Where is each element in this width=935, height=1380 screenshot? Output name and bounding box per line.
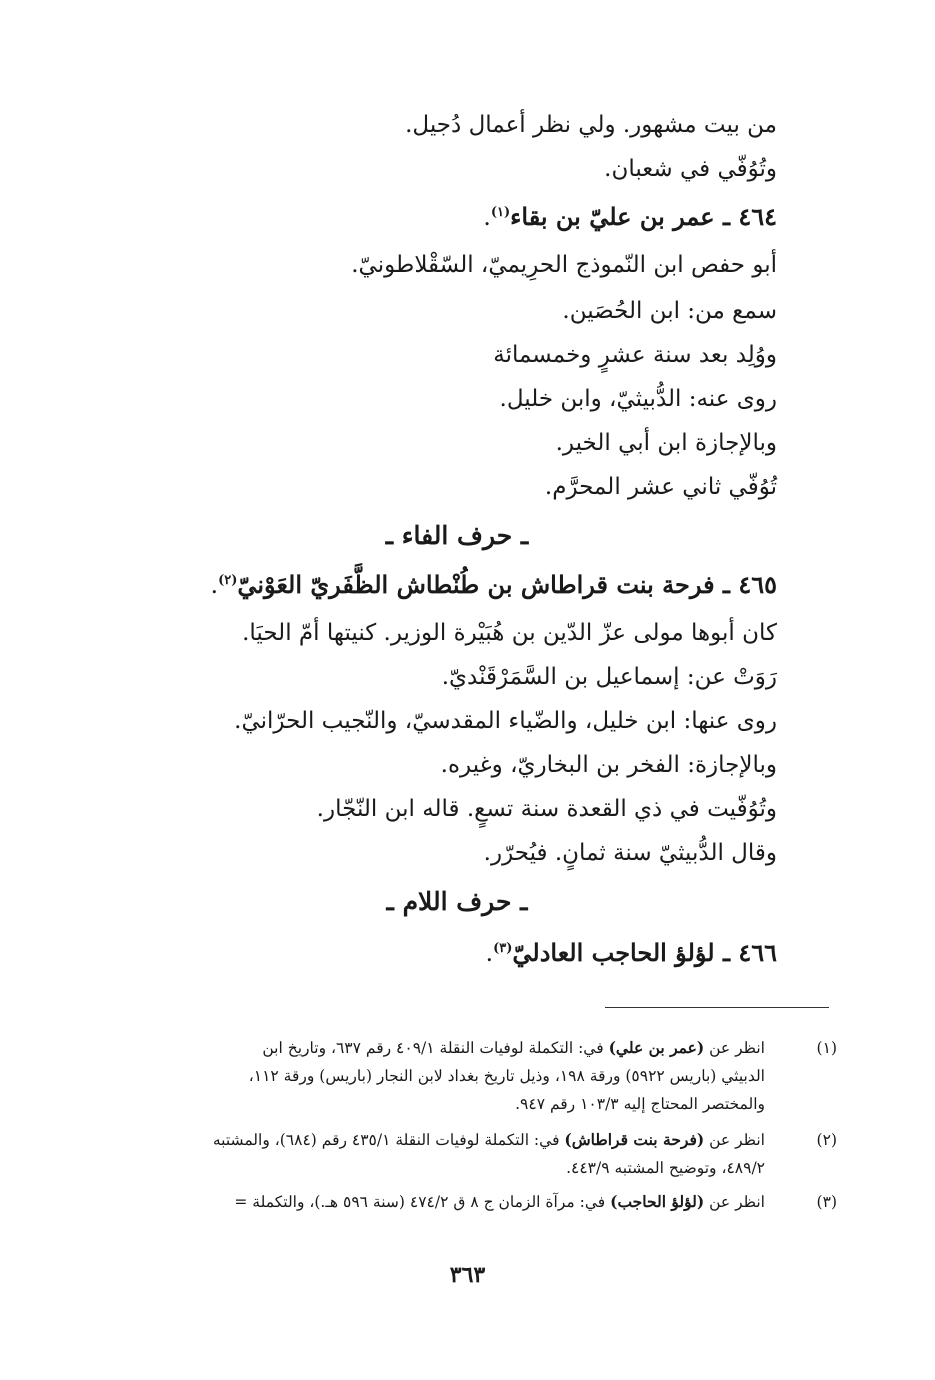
text-line: وبالإجازة: الفخر بن البخاريّ، وغيره.	[440, 752, 777, 778]
text-line: ووُلِد بعد سنة عشرٍ وخمسمائة	[493, 342, 777, 368]
footnote-text: في: التكملة لوفيات النقلة ٤٣٥/١ رقم (٦٨٤)، والمشتبه	[212, 1131, 565, 1149]
footnote-line	[103, 1188, 765, 1216]
text-line: سمع من: ابن الحُصَين.	[562, 298, 777, 324]
entry-title-text: ٤٦٤ ـ عمر بن عليّ بن بقاء	[510, 202, 777, 231]
footnote-number: (٢)	[816, 1131, 837, 1149]
heading-text: ـ حرف الفاء ـ	[385, 521, 529, 550]
footnote-lead: انظر عن	[704, 1193, 765, 1211]
footnote-bold: (فرحة بنت قراطاش)	[564, 1130, 705, 1149]
entry-title-text: ٤٦٦ ـ لؤلؤ الحاجب العادليّ	[512, 938, 777, 967]
entry-title-end: .	[485, 939, 494, 967]
heading-text: ـ حرف اللام ـ	[386, 887, 528, 916]
footnote-lead: انظر عن	[704, 1039, 765, 1057]
section-heading-fa	[137, 520, 777, 552]
footnote-ref: (١)	[490, 205, 511, 220]
footnote-lead: انظر عن	[704, 1131, 765, 1149]
text-line: وبالإجازة ابن أبي الخير.	[555, 430, 777, 456]
text-line: كان أبوها مولى عزّ الدّين بن هُبَيْرة الوزير. كنيتها أمّ الحيَا.	[242, 620, 777, 646]
footnote-text: في: مرآة الزمان ج ٨ ق ٤٧٤/٢ (سنة ٥٩٦ هـ.)، والتكملة =	[234, 1193, 611, 1211]
text-line: روى عنها: ابن خليل، والضّياء المقدسيّ، والنّجيب الحرّانيّ.	[234, 708, 777, 734]
footnote-bold: (عمر بن علي)	[608, 1038, 705, 1057]
footnote-divider	[605, 1007, 829, 1008]
text-line: رَوَتْ عن: إسماعيل بن السَّمَرْقَنْديّ.	[441, 664, 777, 690]
entry-title-end: .	[483, 203, 491, 231]
footnote-ref: (٢)	[218, 573, 238, 588]
page-number: ٣٦٣	[449, 1262, 486, 1288]
footnote-text: في: التكملة لوفيات النقلة ٤٠٩/١ رقم ٦٣٧، وتاريخ ابن	[262, 1039, 609, 1057]
footnote-body	[103, 1188, 765, 1216]
entry-title-464	[483, 202, 777, 232]
text-line: تُوُفّي ثاني عشر المحرَّم.	[544, 474, 777, 500]
entry-title-465	[210, 570, 777, 600]
footnote-number: (١)	[816, 1039, 837, 1057]
text-line: وتُوُفّيت في ذي القعدة سنة تسعٍ. قاله ابن النّجّار.	[316, 796, 777, 822]
footnote-number: (٣)	[816, 1193, 837, 1211]
entry-title-466	[485, 938, 777, 968]
footnote-line: والمختصر المحتاج إليه ١٠٣/٣ رقم ٩٤٧.	[515, 1095, 765, 1113]
entry-title-end: .	[210, 571, 219, 599]
footnote-line	[103, 1126, 765, 1154]
footnote-line	[103, 1034, 765, 1062]
text-line: وقال الدُّبيثيّ سنة ثمانٍ. فيُحرّر.	[483, 840, 777, 866]
footnote-line: الدبيثي (باريس ٥٩٢٢) ورقة ١٩٨، وذيل تاريخ بغداد لابن النجار (باريس) ورقة ١١٢،	[248, 1067, 765, 1085]
text-line: من بيت مشهور. ولي نظر أعمال دُجيل.	[405, 112, 777, 138]
footnote-body	[103, 1034, 765, 1118]
text-line: وتُوُفّي في شعبان.	[604, 156, 777, 182]
text-line: أبو حفص ابن النّموذج الحرِيميّ، السّقْلاطونيّ.	[351, 252, 777, 278]
footnote-bold: (لؤلؤ الحاجب)	[610, 1192, 705, 1211]
footnote-body	[103, 1126, 765, 1182]
footnote-line: ٤٨٩/٢، وتوضيح المشتبه ٤٤٣/٩.	[566, 1159, 765, 1177]
section-heading-lam	[137, 886, 777, 918]
entry-title-text: ٤٦٥ ـ فرحة بنت قراطاش بن طُنْطاش الظَّفَريّ العَوْنيّ	[237, 570, 777, 599]
footnote-ref: (٣)	[493, 941, 513, 956]
text-line: روى عنه: الدُّبيثيّ، وابن خليل.	[499, 386, 777, 412]
